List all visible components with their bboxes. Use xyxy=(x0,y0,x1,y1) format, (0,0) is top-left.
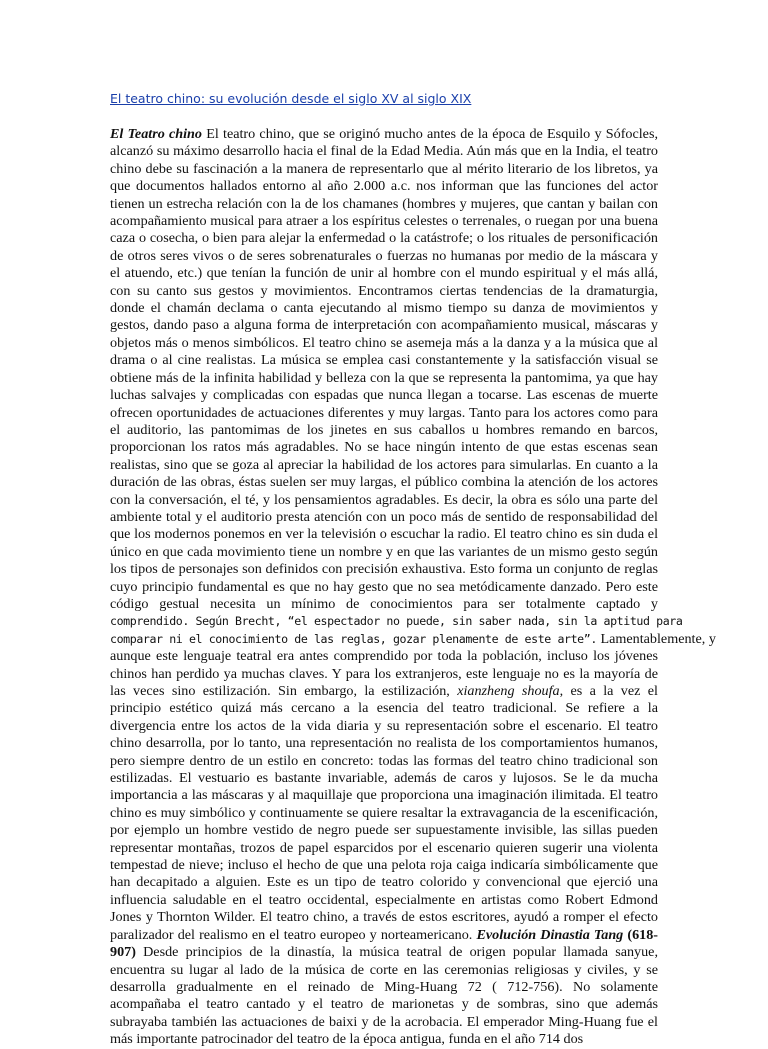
body-line xyxy=(110,317,658,334)
body-line xyxy=(110,370,658,387)
body-line xyxy=(110,996,658,1013)
text-run: único en que cada movimiento tiene un nombre y en que las variantes de un mismo gesto según xyxy=(110,543,658,560)
body-line xyxy=(110,457,658,474)
text-run: el atuendo, etc.) que tenían la función de unir al hombre con el mundo espiritual y el más allá, xyxy=(110,265,658,282)
text-run: han decapitado a alguien. Este es un tipo de teatro colorido y convencional que ejerció una xyxy=(110,874,658,891)
body-line xyxy=(110,143,658,160)
text-run: los tipos de personajes son definidos con precisión exhaustiva. Esto forma un conjunto de reglas xyxy=(110,561,658,578)
text-run: obtiene más de la infinita habilidad y belleza con la que se representa la pantomima, ya que hay xyxy=(110,369,658,386)
text-run: estilizadas. El vestuario es bastante invariable, además de caros y lujosos. Se le da mucha xyxy=(110,770,658,787)
text-run: pero siempre dentro de un estilo en concreto: todas las formas del teatro chino tradicional son xyxy=(110,752,658,769)
body-line xyxy=(110,387,658,404)
text-run: Lamentablemente, y xyxy=(596,630,716,647)
text-run: encuentra su lugar al lado de la música de corte en las ceremonias religiosas y civiles, y se xyxy=(110,961,658,978)
text-run: luchas salvajes y complicadas con espadas que nunca llegan a tocarse. Las escenas de muerte xyxy=(110,387,658,404)
text-run: ofrecen oportunidades de actuaciones diferentes y muy largas. Tanto para los actores como para xyxy=(110,404,658,421)
body-line xyxy=(110,492,658,509)
text-run: ambiente total y el auditorio presta atención con un poco más de sentido de responsabilidad del xyxy=(110,508,658,525)
body-line xyxy=(110,648,658,665)
body-line xyxy=(110,161,658,178)
body-line xyxy=(110,213,658,230)
text-run: representar montañas, trozos de papel esparcidos por el escenario quieren sugerir una violenta xyxy=(110,839,658,856)
text-run: paralizador del realismo en el teatro europeo y norteamericano. xyxy=(110,926,477,943)
text-run: aunque este lenguaje teatral era antes comprendido por toda la población, incluso los jóvenes xyxy=(110,648,658,665)
body-line xyxy=(110,283,658,300)
body-line xyxy=(110,979,658,996)
body-line xyxy=(110,735,658,752)
text-run: chino desarrolla, por lo tanto, una representación no realista de los comportamientos humanos, xyxy=(110,735,658,752)
text-run: alcanzó su máximo desarrollo hacia el final de la Edad Media. Aún más que en la India, el teatro xyxy=(110,143,658,160)
body-line xyxy=(110,962,658,979)
text-run: tempestad de nieve; incluso el hecho de que una pelota roja caiga indicaría simbólicamente que xyxy=(110,857,658,874)
document-title-link[interactable]: El teatro chino: su evolución desde el siglo XV al siglo XIX xyxy=(110,91,472,106)
body-line xyxy=(110,630,716,648)
text-run: con la conversación, el té, y los pensamientos agradables. Es decir, la obra es sólo una parte del xyxy=(110,491,658,508)
text-run: subrayaba también las actuaciones de baixi y de la acrobacia. El emperador Ming-Huang fue el xyxy=(110,1013,658,1030)
text-run: por ejemplo un hombre vestido de negro puede ser supuestamente invisible, las sillas pueden xyxy=(110,822,658,839)
body-line xyxy=(110,666,658,683)
body-line xyxy=(110,579,658,596)
styled-text-run: 907) xyxy=(110,944,136,961)
body-line xyxy=(110,196,658,213)
body-line xyxy=(110,787,658,804)
body-line xyxy=(110,1031,658,1048)
body-line xyxy=(110,561,658,578)
text-run: con su canto sus gestos y movimientos. Encontramos ciertas tendencias de la dramaturgia, xyxy=(110,282,658,299)
text-run: más importante patrocinador del teatro de la época antigua, funda en el año 714 dos xyxy=(110,1031,584,1048)
body-line xyxy=(110,944,658,961)
body-line xyxy=(110,178,658,195)
text-run: duración de las obras, éstas suelen ser muy largas, el público combina la atención de los actores xyxy=(110,474,658,491)
body-line xyxy=(110,857,658,874)
body-line xyxy=(110,405,658,422)
text-run: principio estético quizá más cercano a la esencia del teatro tradicional. Se refiere a la xyxy=(110,700,658,717)
body-line xyxy=(110,265,658,282)
text-run: caza o cosecha, o bien para alejar la enfermedad o la catástrofe; o los rituales de personificación xyxy=(110,230,658,247)
body-line xyxy=(110,509,658,526)
body-line xyxy=(110,248,658,265)
document-body xyxy=(110,126,716,1049)
text-run: divergencia entre los actos de la vida diaria y su representación sobre el escenario. El teatro xyxy=(110,717,658,734)
text-run: proporcionan los ratos más agradables. No se hace ningún intento de que estas escenas sean xyxy=(110,439,658,456)
body-line xyxy=(110,596,658,613)
text-run: Jones y Thornton Wilder. El teatro chino, a través de estos escritores, ayudó a romper el efecto xyxy=(110,909,658,926)
text-run: Desde principios de la dinastía, la música teatral de origen popular llamada sanyue, xyxy=(135,944,658,961)
text-run: importancia a las máscaras y al maquillaje que proporciona una imaginación ilimitada. El teatro xyxy=(110,787,658,804)
body-line xyxy=(110,805,658,822)
text-run: realistas, sino que se goza al apreciar la habilidad de los actores para simularlas. En cuanto a la xyxy=(110,456,658,473)
text-run: de otros seres vivos o de seres sobrenaturales o fuerzas no humanas por medio de la máscara y xyxy=(110,247,658,264)
body-line xyxy=(110,892,658,909)
text-run: código gestual necesita un mínimo de conocimientos para ser totalmente captado y xyxy=(110,595,658,612)
styled-text-run: comprendido. Según Brecht, “el espectador no puede, sin saber nada, sin la aptitud para xyxy=(110,614,683,629)
text-run: chinos han perdido ya muchas claves. Y para los extranjeros, este lenguaje no es la mayoría de xyxy=(110,665,658,682)
styled-text-run: El Teatro chino xyxy=(110,126,202,142)
text-run: El teatro chino, que se originó mucho antes de la época de Esquilo y Sófocles, xyxy=(202,126,658,142)
body-line xyxy=(110,770,658,787)
text-run: el auditorio, las pantomimas de los jinetes en sus caballos u hombres remando en barcos, xyxy=(110,421,658,438)
body-line xyxy=(110,126,658,143)
text-run: drama o al cine realistas. La música se emplea casi constantemente y la satisfacción visual se xyxy=(110,352,658,369)
body-line xyxy=(110,230,658,247)
body-line xyxy=(110,840,658,857)
text-run: donde el chamán declama o canta ejecutando al mismo tiempo su danza de movimientos y xyxy=(110,300,658,317)
text-run: tienen un estrecha relación con la de los chamanes (hombres y mujeres, que cantan y bailan con xyxy=(110,195,658,212)
text-run: influencia saludable en el teatro occidental, especialmente en artistas como Robert Edmond xyxy=(110,891,658,908)
text-run: , es a la vez el xyxy=(559,683,658,699)
body-line xyxy=(110,300,658,317)
text-run: las veces sino estilización. Sin embargo, la estilización, xyxy=(110,683,458,699)
text-run: que documentos hallados entorno al año 2.000 a.c. nos informan que las funciones del actor xyxy=(110,178,658,195)
body-line xyxy=(110,474,658,491)
body-line xyxy=(110,439,658,456)
body-line xyxy=(110,335,658,352)
styled-text-run: comparar ni el conocimiento de las reglas, gozar plenamente de este arte”. xyxy=(110,631,597,646)
text-run: acompañamiento musical para atraer a los espíritus celestes o terrenales, o ruegan por una buena xyxy=(110,213,658,230)
body-line xyxy=(110,683,658,700)
body-line xyxy=(110,822,658,839)
text-run: acompañaba el teatro cantado y el teatro de marionetas y de sombras, sino que además xyxy=(110,996,658,1013)
body-line xyxy=(110,927,658,944)
body-line xyxy=(110,753,658,770)
styled-text-run: (618- xyxy=(623,926,658,943)
text-run: chino es muy simbólico y continuamente se quiere resaltar la extravagancia de la escenificación, xyxy=(110,804,658,821)
text-run: objetos más o menos simbólicos. El teatro chino se asemeja más a la danza y a la música que al xyxy=(110,334,658,351)
text-run: que los modernos ponemos en ver la televisión o escuchar la radio. El teatro chino es sin duda el xyxy=(110,526,658,543)
text-run: desarrolla gradualmente en el reinado de Ming-Huang 72 ( 712-756). No solamente xyxy=(110,978,658,995)
body-line xyxy=(110,422,658,439)
body-line xyxy=(110,613,683,630)
body-line xyxy=(110,874,658,891)
body-line xyxy=(110,1014,658,1031)
styled-text-run: Evolución Dinastia Tang xyxy=(476,926,624,943)
text-run: gestos, dando paso a alguna forma de interpretación con acompañamiento musical, máscaras y xyxy=(110,317,658,334)
body-line xyxy=(110,352,658,369)
text-run: chino debe su fascinación a la manera de representarlo que al mérito literario de los libretos, ya xyxy=(110,160,658,177)
body-line xyxy=(110,544,658,561)
body-line xyxy=(110,526,658,543)
body-line xyxy=(110,909,658,926)
styled-text-run: xianzheng shoufa xyxy=(457,683,560,699)
text-run: cuyo principio fundamental es que no hay gesto que no sea metódicamente danzado. Pero este xyxy=(110,578,658,595)
body-line xyxy=(110,718,658,735)
body-line xyxy=(110,700,658,717)
